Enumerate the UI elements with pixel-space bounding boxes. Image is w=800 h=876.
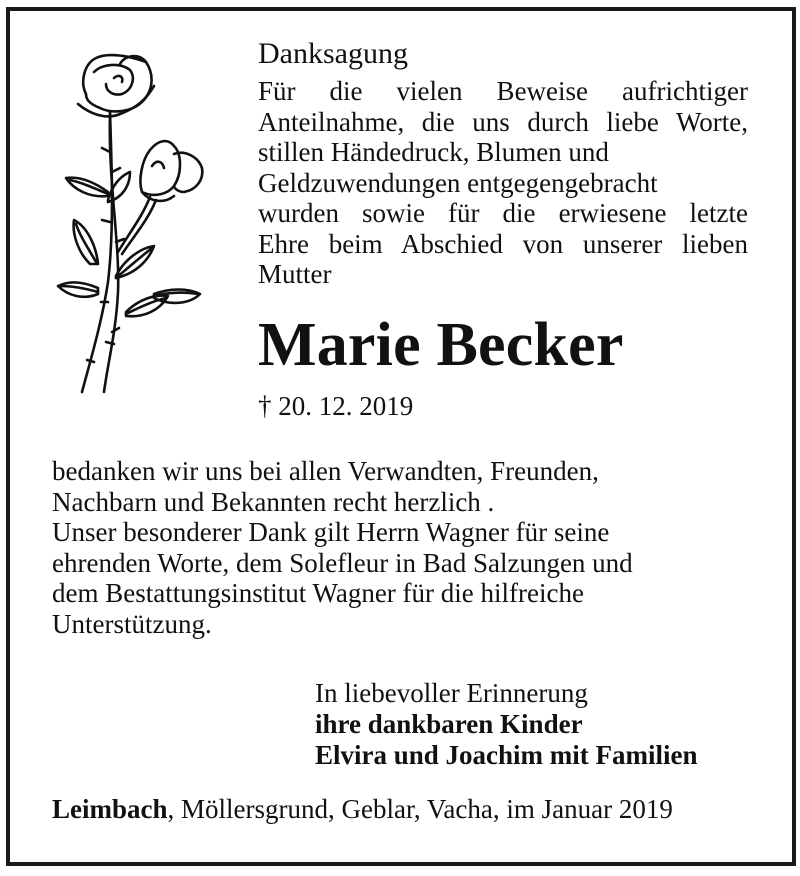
intro-line: Ehre beim Abschied von unserer lieben xyxy=(258,228,748,259)
body-line: Unterstützung. xyxy=(52,608,212,639)
footer-rest: , Möllersgrund, Geblar, Vacha, im Januar 2019 xyxy=(167,794,673,824)
footer-place: Leimbach xyxy=(52,794,168,824)
rose-icon xyxy=(50,42,220,397)
deceased-name: Marie Becker xyxy=(258,310,624,379)
body-line: ehrenden Worte, dem Solefleur in Bad Salzungen und xyxy=(52,547,633,578)
intro-line: Anteilnahme, die uns durch liebe Worte, xyxy=(258,106,748,137)
intro-line: Geldzuwendungen entgegengebracht xyxy=(258,167,658,198)
signatory-line: ihre dankbaren Kinder xyxy=(315,709,583,739)
intro-line: Für die vielen Beweise aufrichtiger xyxy=(258,76,748,106)
intro-column xyxy=(258,36,748,422)
intro-line: wurden sowie für die erwiesene letzte xyxy=(258,198,748,228)
body-text xyxy=(52,456,752,639)
body-line: Unser besonderer Dank gilt Herrn Wagner für seine xyxy=(52,517,610,547)
footer-line xyxy=(52,793,772,825)
intro-line: Mutter xyxy=(258,259,332,289)
body-line: Nachbarn und Bekannten recht herzlich . xyxy=(52,486,495,517)
body-line: bedanken wir uns bei allen Verwandten, Freunden, xyxy=(52,456,599,486)
body-line: dem Bestattungsinstitut Wagner für die hilfreiche xyxy=(52,578,584,608)
closing-line: In liebevoller Erinnerung xyxy=(315,678,588,708)
closing-block xyxy=(315,678,775,771)
intro-line: stillen Händedruck, Blumen und xyxy=(258,137,609,167)
notice-heading: Danksagung xyxy=(258,37,408,70)
intro-text xyxy=(258,76,748,290)
death-date: † 20. 12. 2019 xyxy=(258,390,414,421)
signatory-line: Elvira und Joachim mit Familien xyxy=(315,740,698,770)
